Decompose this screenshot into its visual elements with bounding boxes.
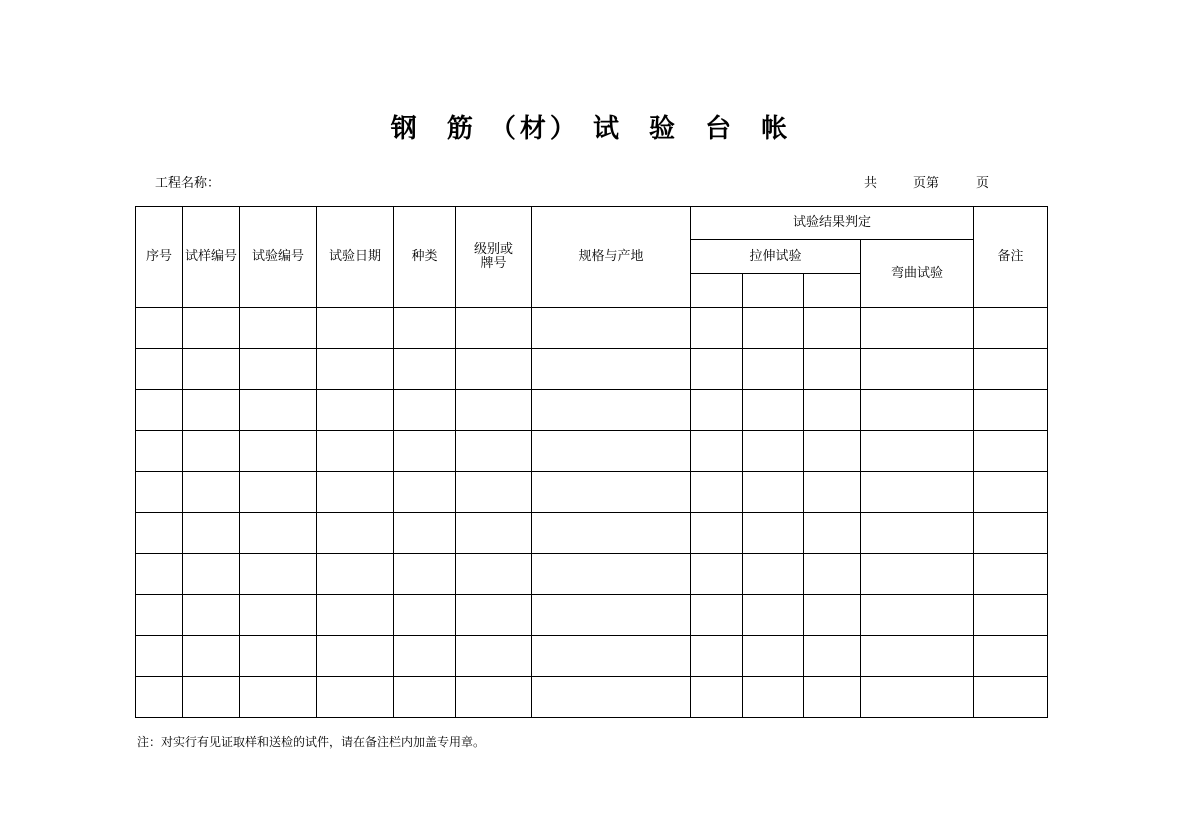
table-cell: [456, 554, 532, 595]
table-cell: [456, 677, 532, 718]
table-cell: [974, 308, 1048, 349]
table-cell: [317, 431, 394, 472]
table-cell: [532, 595, 691, 636]
table-cell: [691, 595, 743, 636]
table-cell: [240, 431, 317, 472]
table-row: [136, 595, 1048, 636]
table-cell: [394, 595, 456, 636]
header-tensile: 拉伸试验: [691, 240, 861, 274]
table-cell: [240, 554, 317, 595]
table-cell: [317, 554, 394, 595]
table-cell: [532, 472, 691, 513]
table-cell: [136, 308, 183, 349]
table-cell: [317, 677, 394, 718]
table-cell: [394, 431, 456, 472]
table-cell: [691, 472, 743, 513]
table-cell: [804, 308, 861, 349]
header-test-no: 试验编号: [240, 207, 317, 308]
table-cell: [136, 390, 183, 431]
header-test-date: 试验日期: [317, 207, 394, 308]
table-cell: [743, 308, 804, 349]
table-row: [136, 513, 1048, 554]
table-cell: [532, 677, 691, 718]
table-cell: [804, 390, 861, 431]
table-cell: [183, 390, 240, 431]
table-cell: [456, 349, 532, 390]
table-row: [136, 431, 1048, 472]
table-cell: [974, 431, 1048, 472]
table-cell: [183, 677, 240, 718]
table-cell: [317, 349, 394, 390]
table-cell: [136, 636, 183, 677]
table-cell: [804, 636, 861, 677]
table-cell: [974, 677, 1048, 718]
table-cell: [394, 472, 456, 513]
header-spec-origin: 规格与产地: [532, 207, 691, 308]
table-cell: [743, 472, 804, 513]
table-cell: [456, 431, 532, 472]
table-cell: [532, 390, 691, 431]
table-cell: [804, 349, 861, 390]
table-cell: [183, 595, 240, 636]
table-cell: [456, 472, 532, 513]
header-type: 种类: [394, 207, 456, 308]
table-cell: [456, 390, 532, 431]
header-grade: 级别或牌号: [456, 207, 532, 308]
table-cell: [240, 472, 317, 513]
table-cell: [804, 677, 861, 718]
table-cell: [183, 472, 240, 513]
page-label: 页: [976, 176, 990, 191]
table-cell: [532, 431, 691, 472]
table-row: [136, 472, 1048, 513]
table-cell: [861, 554, 974, 595]
table-cell: [240, 636, 317, 677]
table-cell: [974, 513, 1048, 554]
table-cell: [394, 349, 456, 390]
table-cell: [743, 349, 804, 390]
table-cell: [691, 308, 743, 349]
table-cell: [974, 472, 1048, 513]
table-cell: [743, 677, 804, 718]
table-cell: [974, 390, 1048, 431]
table-cell: [183, 636, 240, 677]
table-cell: [743, 390, 804, 431]
table-cell: [743, 554, 804, 595]
table-cell: [183, 349, 240, 390]
table-row: [136, 349, 1048, 390]
table-cell: [240, 677, 317, 718]
table-cell: [317, 472, 394, 513]
table-cell: [861, 513, 974, 554]
table-cell: [691, 390, 743, 431]
table-row: [136, 554, 1048, 595]
table-cell: [456, 308, 532, 349]
table-cell: [240, 595, 317, 636]
table-cell: [743, 431, 804, 472]
document-title: 钢 筋 （材） 试 验 台 帐: [390, 114, 792, 144]
table-cell: [691, 554, 743, 595]
table-cell: [691, 677, 743, 718]
table-row: [136, 677, 1048, 718]
table-cell: [861, 677, 974, 718]
header-tensile-sub-3: [804, 274, 861, 308]
table-cell: [240, 513, 317, 554]
table-cell: [136, 431, 183, 472]
table-cell: [974, 349, 1048, 390]
table-cell: [183, 431, 240, 472]
header-bending: 弯曲试验: [861, 240, 974, 308]
table-cell: [861, 472, 974, 513]
table-cell: [861, 595, 974, 636]
table-cell: [691, 513, 743, 554]
table-cell: [394, 636, 456, 677]
table-cell: [974, 595, 1048, 636]
table-cell: [743, 595, 804, 636]
table-cell: [317, 390, 394, 431]
table-cell: [394, 677, 456, 718]
table-cell: [240, 308, 317, 349]
table-cell: [804, 513, 861, 554]
table-cell: [317, 308, 394, 349]
table-cell: [183, 513, 240, 554]
table-cell: [861, 308, 974, 349]
footer-note: 注：对实行有见证取样和送检的试件，请在备注栏内加盖专用章。: [137, 735, 486, 749]
table-cell: [804, 595, 861, 636]
table-cell: [136, 677, 183, 718]
table-cell: [974, 554, 1048, 595]
table-cell: [136, 472, 183, 513]
table-cell: [743, 636, 804, 677]
table-cell: [317, 513, 394, 554]
table-cell: [394, 513, 456, 554]
header-remarks: 备注: [974, 207, 1048, 308]
table-cell: [532, 513, 691, 554]
table-cell: [136, 513, 183, 554]
table-cell: [317, 636, 394, 677]
table-cell: [183, 554, 240, 595]
total-pages-label: 共: [864, 176, 878, 191]
project-name-label: 工程名称：: [155, 176, 221, 191]
table-cell: [691, 431, 743, 472]
ledger-table: [135, 206, 1048, 718]
table-cell: [861, 390, 974, 431]
header-sample-no: 试样编号: [183, 207, 240, 308]
table-cell: [532, 636, 691, 677]
table-cell: [861, 349, 974, 390]
table-cell: [691, 636, 743, 677]
table-cell: [394, 554, 456, 595]
table-cell: [136, 595, 183, 636]
table-row: [136, 636, 1048, 677]
header-tensile-sub-1: [691, 274, 743, 308]
table-cell: [861, 431, 974, 472]
table-cell: [317, 595, 394, 636]
table-cell: [456, 636, 532, 677]
table-cell: [136, 554, 183, 595]
table-cell: [974, 636, 1048, 677]
page-of-label: 页第: [913, 176, 940, 191]
table-cell: [804, 431, 861, 472]
table-cell: [691, 349, 743, 390]
table-cell: [532, 349, 691, 390]
table-row: [136, 390, 1048, 431]
header-tensile-sub-2: [743, 274, 804, 308]
table-cell: [804, 472, 861, 513]
header-result-group: 试验结果判定: [691, 207, 974, 240]
table-cell: [394, 390, 456, 431]
table-cell: [183, 308, 240, 349]
table-cell: [394, 308, 456, 349]
table-cell: [456, 595, 532, 636]
table-cell: [532, 554, 691, 595]
table-row: [136, 308, 1048, 349]
table-cell: [861, 636, 974, 677]
table-cell: [136, 349, 183, 390]
table-cell: [240, 390, 317, 431]
table-cell: [456, 513, 532, 554]
table-cell: [240, 349, 317, 390]
table-cell: [532, 308, 691, 349]
table-cell: [743, 513, 804, 554]
header-seq: 序号: [136, 207, 183, 308]
table-cell: [804, 554, 861, 595]
